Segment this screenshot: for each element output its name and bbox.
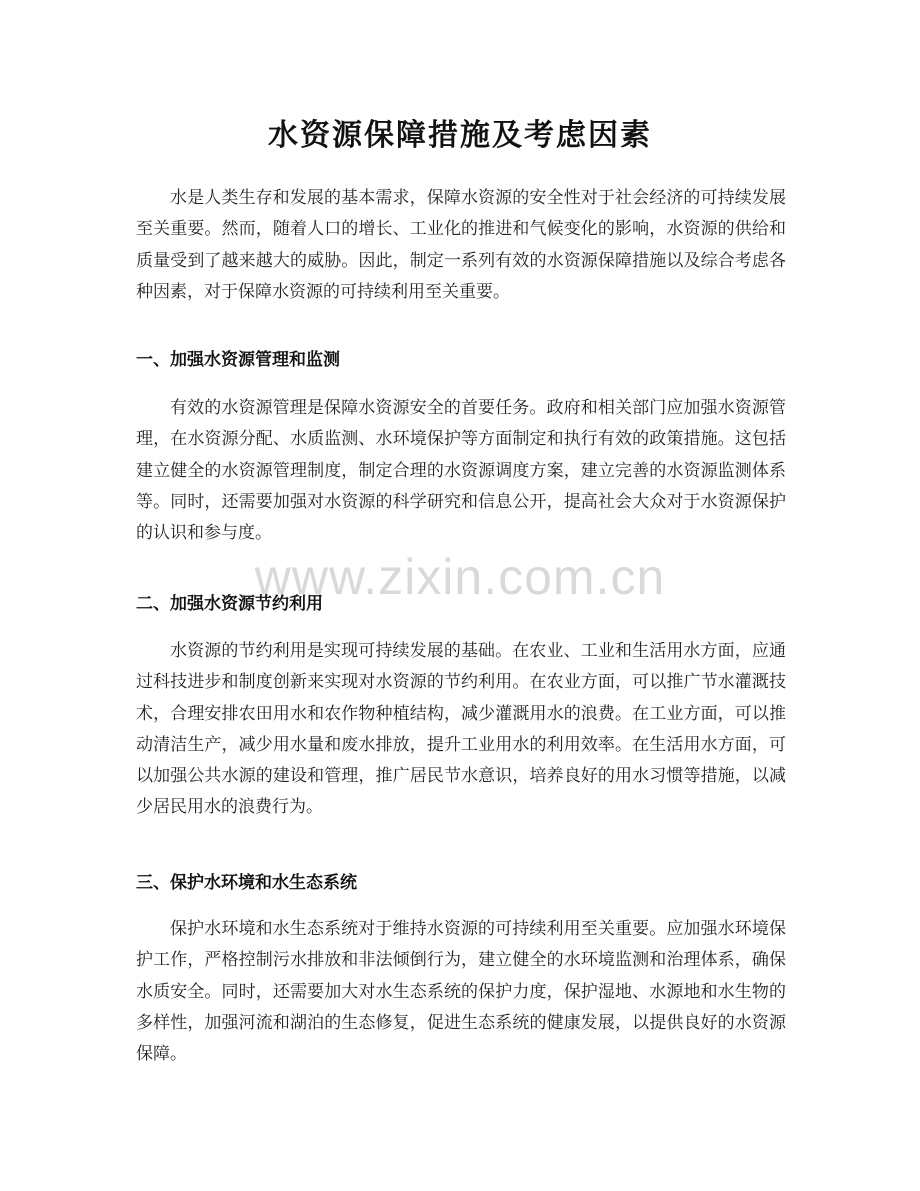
intro-paragraph: 水是人类生存和发展的基本需求，保障水资源的安全性对于社会经济的可持续发展至关重要。然而，随着人口的增长、工业化的推进和气候变化的影响，水资源的供给和质量受到了越来越大的威胁。因此，制定一系列有效的水资源保障措施以及综合考虑各种因素，对于保障水资源的可持续利用至关重要。: [136, 188, 786, 302]
section-heading-1: 一、加强水资源管理和监测: [136, 350, 340, 370]
section-heading-2: 二、加强水资源节约利用: [136, 594, 323, 614]
section-heading-3: 三、保护水环境和水生态系统: [136, 873, 357, 893]
watermark: www.zixin.com.cn: [254, 549, 666, 605]
section-body-1: 有效的水资源管理是保障水资源安全的首要任务。政府和相关部门应加强水资源管理，在水资源分配、水质监测、水环境保护等方面制定和执行有效的政策措施。这包括建立健全的水资源管理制度，制定合理的水资源调度方案，建立完善的水资源监测体系等。同时，还需要加强对水资源的科学研究和信息公开，提高社会大众对于水资源保护的认识和参与度。: [136, 398, 786, 544]
section-body-3: 保护水环境和水生态系统对于维持水资源的可持续利用至关重要。应加强水环境保护工作，严格控制污水排放和非法倾倒行为，建立健全的水环境监测和治理体系，确保水质安全。同时，还需要加大对水生态系统的保护力度，保护湿地、水源地和水生物的多样性，加强河流和湖泊的生态修复，促进生态系统的健康发展，以提供良好的水资源保障。: [136, 919, 786, 1065]
page-title: 水资源保障措施及考虑因素: [268, 118, 652, 153]
section-body-2: 水资源的节约利用是实现可持续发展的基础。在农业、工业和生活用水方面，应通过科技进步和制度创新来实现对水资源的节约利用。在农业方面，可以推广节水灌溉技术，合理安排农田用水和农作物种植结构，减少灌溉用水的浪费。在工业方面，可以推动清洁生产，减少用水量和废水排放，提升工业用水的利用效率。在生活用水方面，可以加强公共水源的建设和管理，推广居民节水意识，培养良好的用水习惯等措施，以减少居民用水的浪费行为。: [136, 641, 786, 818]
